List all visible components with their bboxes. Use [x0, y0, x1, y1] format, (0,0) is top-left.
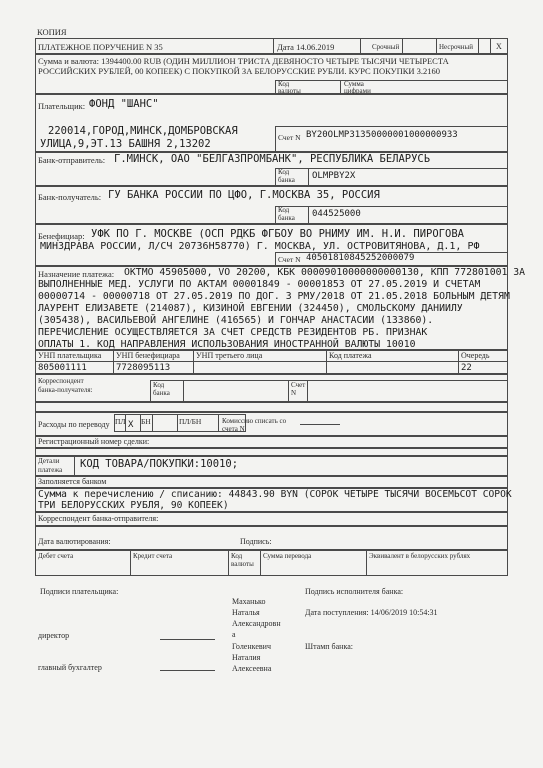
divider [177, 414, 178, 432]
amount-digits-label: Сумма [344, 80, 364, 88]
divider [150, 380, 508, 381]
director-name-2: Наталья [232, 608, 260, 617]
accounting-code-label-2: валюты [231, 560, 254, 568]
payer-name: ФОНД "ШАНС" [89, 98, 159, 110]
beneficiary-line-1: УФК ПО Г. МОСКВЕ (ОСП РДКБ ФГБОУ ВО РНИМУ ИМ. Н.И. ПИРОГОВА [91, 228, 464, 240]
sender-bank-code-label: Код [278, 168, 290, 176]
divider [436, 38, 437, 54]
payment-code-label: Код платежа [329, 351, 372, 360]
purpose-line-7: ОПЛАТЫ 1. КОД НАПРАВЛЕНИЯ ИСПОЛЬЗОВАНИЯ ИНОСТРАННОЙ ВАЛЮТЫ 10010 [38, 339, 416, 350]
debited-line-1: Сумма к перечислению / списанию: 44843.90 BYN (СОРОК ЧЕТЫРЕ ТЫСЯЧИ ВОСЕМЬСОТ СОРОК [38, 489, 512, 500]
accounting-code-label: Код [231, 552, 243, 560]
beneficiary-unp-label: УНП бенефициара [116, 351, 180, 360]
nonurgent-x-mark: X [496, 42, 502, 51]
purpose-line-5: (305438), ВАСИЛЬЕВОЙ АНГЕЛИНЕ (416565) И ГОНЧАР АНАСТАСИИ (133860). [38, 315, 434, 326]
amount-line-2: РОССИЙСКИХ РУБЛЕЙ, 00 КОПЕЕК) С ПОКУПКОЙ ЗА БЕЛОРУССКИЕ РУБЛИ. КУРС ПОКУПКИ 3.2160 [38, 66, 441, 76]
divider [193, 350, 194, 374]
commission-label-2: счета N [222, 425, 245, 433]
director-signature-line [160, 639, 215, 640]
beneficiary-label: Бенефициар: [38, 231, 85, 241]
divider [326, 350, 327, 374]
accountant-name-3: Алексеевна [232, 664, 272, 673]
sender-bank-label: Банк-отправитель: [38, 155, 106, 165]
receiver-bank-name: ГУ БАНКА РОССИИ ПО ЦФО, Г.МОСКВА 35, РОССИЯ [108, 189, 380, 201]
bank-stamp-label: Штамп банка: [305, 642, 353, 651]
divider [275, 206, 508, 207]
receiver-bank-code-label: Код [278, 206, 290, 214]
purpose-line-3: 00000714 - 00000718 ОТ 27.05.2019 ПО ДОГ. 3 РМУ/2018 ОТ 21.05.2018 БОЛЬНЫМ ДЕТЯМ [38, 291, 510, 302]
queue-label: Очередь [461, 351, 490, 360]
director-name-1: Маханько [232, 597, 266, 606]
purpose-label: Назначение платежа: [38, 269, 115, 279]
divider [275, 126, 276, 152]
purpose-line-6: ПЕРЕЧИСЛЕНИЕ ОСУЩЕСТВЛЯЕТСЯ ЗА СЧЕТ СРЕДСТВ РЕЗИДЕНТОВ РБ. ПРИЗНАК [38, 327, 428, 338]
payer-label: Плательщик: [38, 101, 86, 111]
beneficiary-line-2: МИНЗДРАВА РОССИИ, Л/СЧ 20736Н58770) Г. МОСКВА, УЛ. ОСТРОВИТЯНОВА, Д.1, РФ [40, 241, 480, 252]
divider [275, 126, 508, 127]
divider [458, 350, 459, 374]
divider [340, 80, 341, 94]
credit-label: Кредит счета [133, 552, 173, 560]
payer-address-line-2: УЛИЦА,9,ЭТ.13 БАШНЯ 2,13202 [40, 138, 211, 150]
payer-signatures-label: Подписи плательщика: [40, 587, 119, 596]
valuation-signature-label: Подпись: [240, 537, 272, 546]
purpose-line-1: ОКТМО 45905000, VO 20200, КБК 00009010000000000130, КПП 772801001 ЗА [124, 267, 526, 278]
commission-label: Комиссию списать со [222, 417, 287, 425]
transfer-amount-label: Сумма перевода [263, 552, 312, 560]
fees-option-payer[interactable]: ПЛ [115, 417, 126, 426]
divider [275, 168, 276, 186]
fees-label: Расходы по переводу [38, 420, 110, 429]
divider [275, 252, 276, 266]
divider [35, 361, 508, 362]
sender-bank-code-label-2: банка [278, 176, 295, 184]
payer-address-line-1: 220014,ГОРОД,МИНСК,ДОМБРОВСКАЯ [48, 125, 238, 137]
divider [308, 206, 309, 224]
sender-bank-code: OLMPBY2X [312, 171, 356, 181]
third-party-unp-label: УНП третьего лица [196, 351, 263, 360]
debited-line-2: ТРИ БЕЛОРУССКИХ РУБЛЯ, 90 КОПЕЕК) [38, 500, 229, 511]
equivalent-label: Эквивалент в белорусских рублях [369, 552, 471, 560]
queue-value: 22 [461, 363, 472, 373]
correspondent-code-label-2: банка [153, 389, 170, 397]
receiver-bank-code-label-2: банка [278, 214, 295, 222]
correspondent-block [35, 374, 508, 402]
accountant-name-1: Голенкевич [232, 642, 271, 651]
debit-label: Дебет счета [38, 552, 74, 560]
correspondent-code-label: Код [153, 381, 165, 389]
director-name-3: Александровн [232, 619, 281, 628]
correspondent-label: Корреспондент [38, 377, 84, 385]
fees-option-shared[interactable]: ПЛ/БН [179, 417, 202, 426]
payer-unp-label: УНП плательщика [38, 351, 102, 360]
details-value: КОД ТОВАРА/ПОКУПКИ:10010; [80, 458, 239, 470]
divider [152, 414, 153, 432]
divider [74, 456, 75, 476]
accountant-signature-line [160, 670, 215, 671]
document-date: Дата 14.06.2019 [277, 42, 335, 52]
divider [300, 424, 340, 425]
divider [307, 380, 308, 402]
ids-block [35, 350, 508, 374]
divider [275, 80, 508, 81]
payer-unp: 805001111 [38, 363, 87, 373]
sender-correspondent-label: Корреспондент банка-отправителя: [38, 514, 159, 523]
divider [260, 550, 261, 576]
received-date: Дата поступления: 14/06/2019 10:54:31 [305, 608, 438, 617]
divider [218, 414, 219, 432]
urgent-label: Срочный [372, 43, 400, 51]
spacer-band-2 [35, 448, 508, 456]
divider [366, 550, 367, 576]
divider [113, 350, 114, 374]
receiver-bank-code: 044525000 [312, 209, 361, 219]
correspondent-account-label-2: N [291, 389, 297, 397]
copy-label: КОПИЯ [37, 27, 67, 37]
accountant-name-2: Наталия [232, 653, 261, 662]
divider [275, 80, 276, 94]
divider [275, 206, 276, 224]
correspondent-label-2: банка-получателя: [38, 386, 93, 394]
director-name-4: а [232, 630, 236, 639]
spacer-band [35, 402, 508, 412]
divider [228, 550, 229, 576]
details-label-2: платежа [38, 466, 63, 474]
divider [308, 168, 309, 186]
divider [402, 38, 403, 54]
bank-filled-label: Заполняется банком [38, 477, 107, 486]
correspondent-account-label: Счет [291, 381, 306, 389]
divider [183, 380, 184, 402]
fees-option-beneficiary[interactable]: БН [141, 417, 151, 426]
currency-code-label-2: валюты [278, 87, 301, 95]
divider [130, 550, 131, 576]
divider [288, 380, 289, 402]
nonurgent-label: Несрочный [439, 43, 473, 51]
divider [275, 168, 508, 169]
divider [360, 38, 361, 54]
currency-code-label: Код [278, 80, 290, 88]
purpose-line-2: ВЫПОЛНЕННЫЕ МЕД. УСЛУГИ ПО АКТАМ 00001849 - 00001853 ОТ 27.05.2019 И СЧЕТАМ [38, 279, 481, 290]
divider [478, 38, 479, 54]
purpose-line-4: ЛАУРЕНТ ЕЛИЗАВЕТЕ (214087), КИЗИНОЙ ЕВГЕНИИ (324450), СМОЛЬСКОМУ ДАНИИЛУ [38, 303, 463, 314]
beneficiary-unp: 7728095113 [116, 363, 171, 373]
payer-account-label: Счет N [278, 133, 301, 142]
director-label: директор [38, 631, 70, 640]
document-title: ПЛАТЕЖНОЕ ПОРУЧЕНИЕ N 35 [38, 42, 163, 52]
payer-account: BY20OLMP31350000001000000933 [306, 130, 458, 140]
amount-line-1: Сумма и валюта: 1394400.00 RUB (ОДИН МИЛЛИОН ТРИСТА ДЕВЯНОСТО ЧЕТЫРЕ ТЫСЯЧИ ЧЕТЫРЕСТА [38, 56, 449, 66]
details-label: Детали [38, 457, 60, 465]
beneficiary-account: 40501810845252000079 [306, 253, 415, 263]
divider [150, 380, 151, 402]
divider [490, 38, 491, 54]
valuation-date-label: Дата валютирования: [38, 537, 111, 546]
accountant-label: главный бухгалтер [38, 663, 102, 672]
beneficiary-account-label: Счет N [278, 255, 301, 264]
receiver-bank-label: Банк-получатель: [38, 192, 102, 202]
sender-bank-name: Г.МИНСК, ОАО "БЕЛГАЗПРОМБАНК", РЕСПУБЛИКА БЕЛАРУСЬ [114, 153, 431, 165]
bank-signature-label: Подпись исполнителя банка: [305, 587, 404, 596]
registration-label: Регистрационный номер сделки: [38, 437, 150, 446]
divider [273, 38, 274, 54]
amount-digits-label-2: цифрами [344, 87, 371, 95]
fees-option-payer-mark: Х [128, 420, 134, 430]
